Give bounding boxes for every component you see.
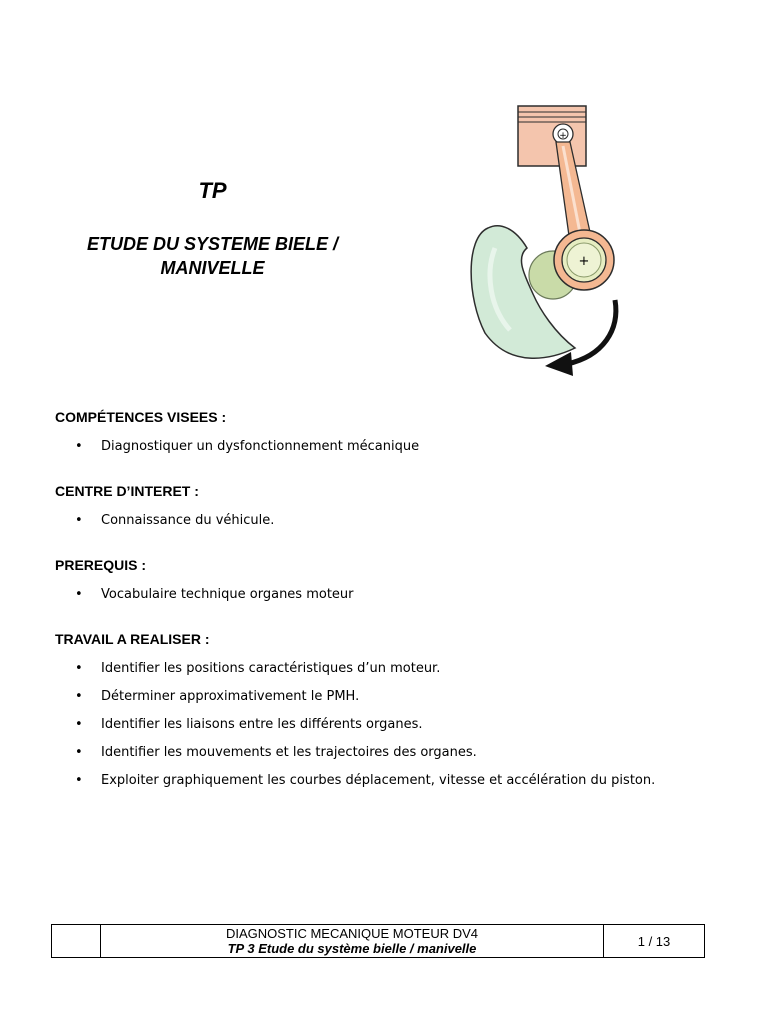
list-item: • Identifier les liaisons entre les différents organes. — [55, 711, 735, 739]
list-item: • Déterminer approximativement le PMH. — [55, 683, 735, 711]
footer-blank-cell — [52, 925, 101, 958]
bullet-list — [55, 507, 735, 535]
page-title — [40, 232, 385, 280]
piston-crank-illustration — [455, 98, 635, 380]
list-item: • Vocabulaire technique organes moteur — [55, 581, 735, 609]
section-prerequis — [55, 557, 735, 609]
list-item: • Exploiter graphiquement les courbes déplacement, vitesse et accélération du piston. — [55, 767, 735, 795]
footer-table — [51, 924, 705, 958]
content-sections — [55, 409, 735, 817]
footer-line-1: DIAGNOSTIC MECANIQUE MOTEUR DV4 — [225, 926, 479, 941]
section-centre-interet — [55, 483, 735, 535]
bullet-list — [55, 655, 735, 795]
tp-label: TP — [198, 178, 227, 203]
svg-text:+: + — [559, 131, 567, 141]
title-line-1: ETUDE DU SYSTEME BIELE / — [86, 234, 339, 254]
section-title: PREREQUIS : — [55, 557, 147, 573]
section-title: TRAVAIL A REALISER : — [55, 631, 210, 647]
list-item: • Connaissance du véhicule. — [55, 507, 735, 535]
section-title: COMPÉTENCES VISEES : — [55, 409, 227, 425]
list-item: • Diagnostiquer un dysfonctionnement mécanique — [55, 433, 735, 461]
section-title: CENTRE D’INTERET : — [55, 483, 199, 499]
title-block — [40, 178, 385, 280]
page-number: 1 / 13 — [604, 925, 705, 958]
list-item: • Identifier les positions caractéristiques d’un moteur. — [55, 655, 735, 683]
piston — [518, 106, 586, 166]
section-competences — [55, 409, 735, 461]
footer-line-2: TP 3 Etude du système bielle / manivelle — [227, 941, 477, 956]
svg-text:+: + — [578, 254, 590, 269]
title-line-2: MANIVELLE — [160, 258, 265, 278]
bullet-list — [55, 433, 735, 461]
footer-title-cell — [101, 925, 604, 958]
list-item: • Identifier les mouvements et les trajectoires des organes. — [55, 739, 735, 767]
rotation-arrow — [567, 300, 616, 364]
section-travail — [55, 631, 735, 795]
bullet-list — [55, 581, 735, 609]
